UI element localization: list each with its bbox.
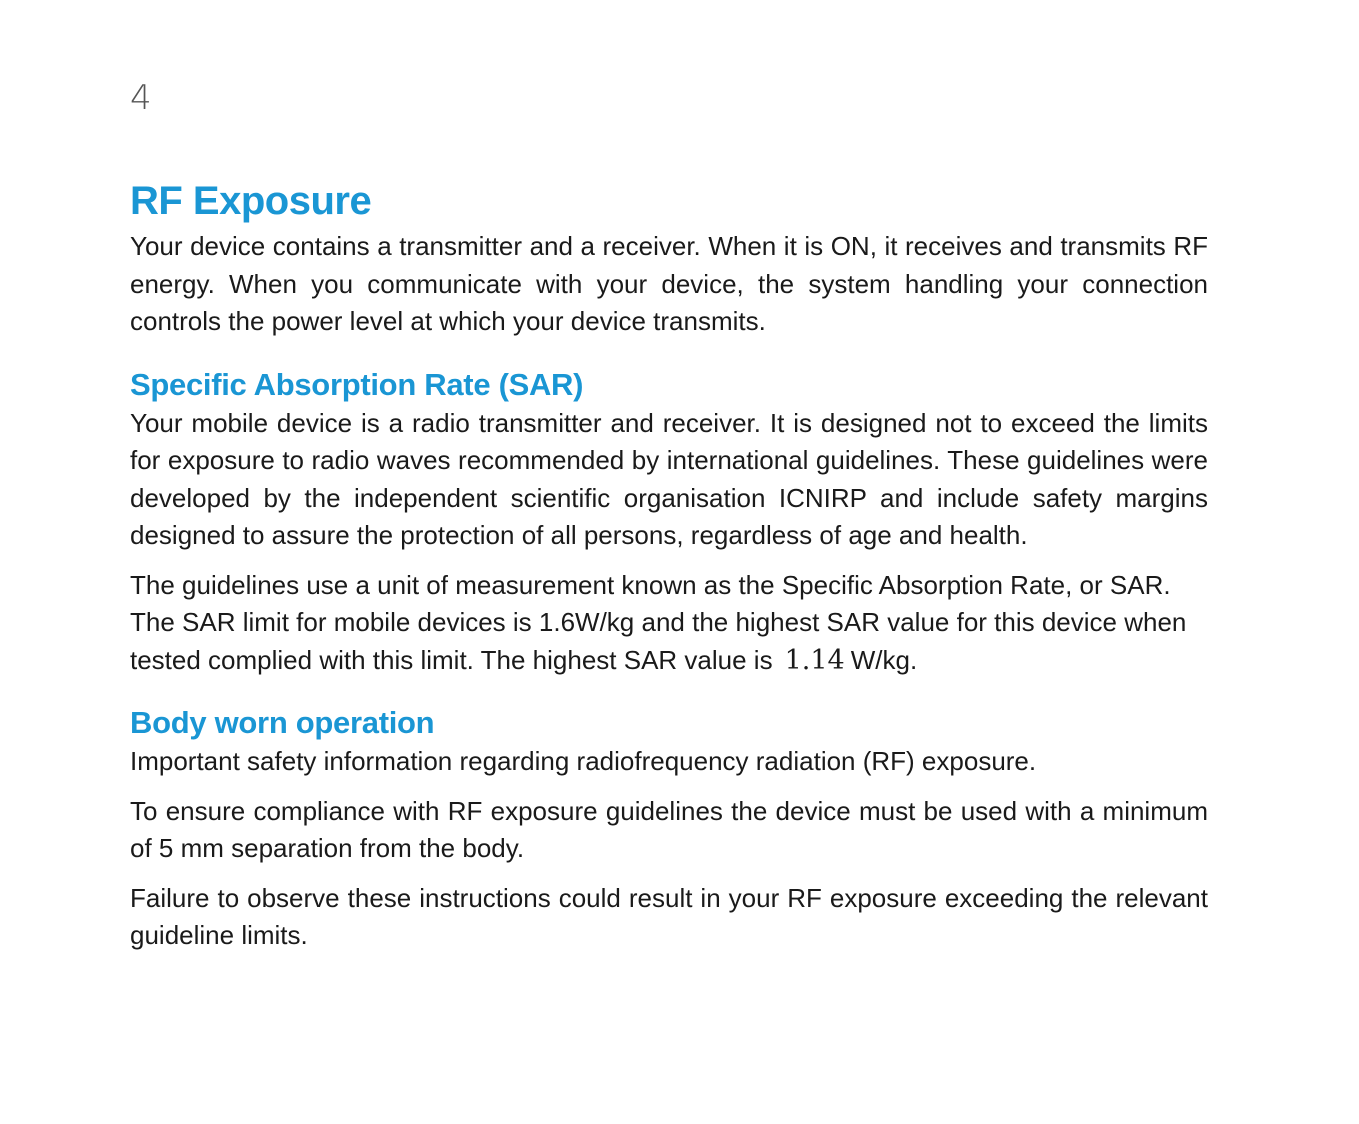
rf-exposure-heading: RF Exposure [130,179,372,223]
sar-unit: W/kg. [850,644,918,675]
page-content [130,176,1208,955]
sar-paragraph-2-text: The guidelines use a unit of measurement known as the Specific Absorption Rate, or SAR. The SAR limit for mobile devices is 1.6W/kg and the highest SAR value for this device when tested complied with this limit. The highest SAR value is [130,569,1187,675]
sar-paragraph-1: Your mobile device is a radio transmitter and receiver. It is designed not to exceed the limits for exposure to radio waves recommended by international guidelines. These guidelines were developed by the independent scientific organisation ICNIRP and include safety margins designed to assure the protection of all persons, regardless of age and health. [130,407,1208,550]
rf-exposure-paragraph: Your device contains a transmitter and a receiver. When it is ON, it receives and transmits RF energy. When you communicate with your device, the system handling your connection controls the power level at which your device transmits. [130,231,1208,336]
body-worn-heading: Body worn operation [130,705,435,740]
sar-value: 1.14 [784,644,845,676]
page-number: 4 [130,78,152,118]
sar-heading: Specific Absorption Rate (SAR) [130,366,584,402]
body-worn-paragraph-2: To ensure compliance with RF exposure guidelines the device must be used with a minimum of 5 mm separation from the body. [130,795,1208,863]
sar-paragraph-2 [130,567,1208,680]
body-worn-paragraph-3: Failure to observe these instructions could result in your RF exposure exceeding the relevant guideline limits. [130,882,1208,950]
body-worn-paragraph-1: Important safety information regarding radiofrequency radiation (RF) exposure. [130,746,1037,776]
